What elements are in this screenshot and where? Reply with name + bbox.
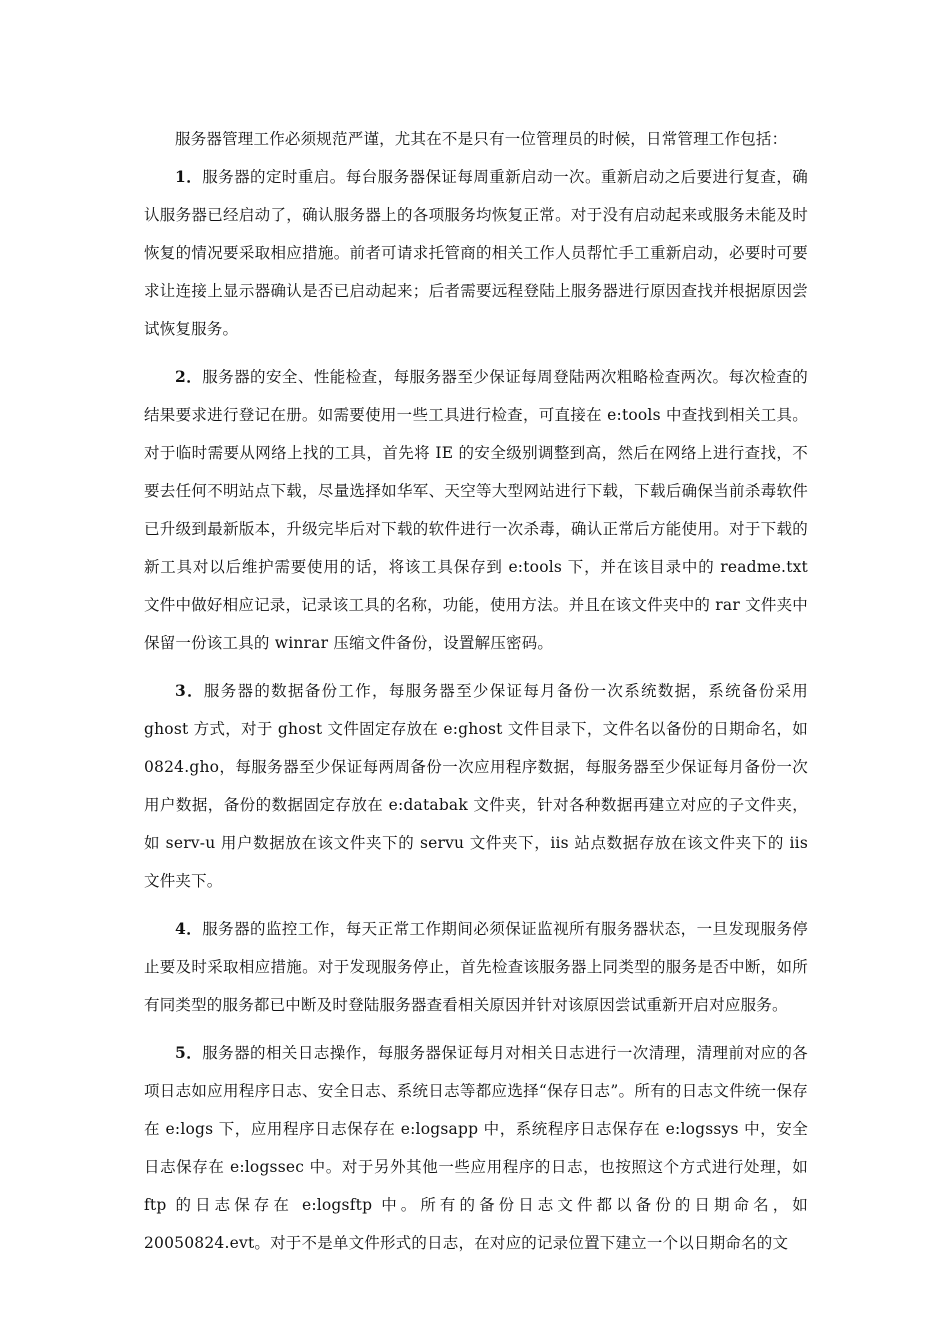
item-1-text: 服务器的定时重启。每台服务器保证每周重新启动一次。重新启动之后要进行复查，确认服务器已经启动了，确认服务器上的各项服务均恢复正常。对于没有启动起来或服务未能及时恢复的情况要采取相应措施。前者可请求托管商的相关工作人员帮忙手工重新启动，必要时可要求让连接上显示器确认是否已启动起来；后者需要远程登陆上服务器进行原因查找并根据原因尝试恢复服务。 [144, 168, 808, 338]
item-5-number: 5． [175, 1043, 203, 1062]
item-4-number: 4． [175, 919, 203, 938]
item-5-text: 服务器的相关日志操作，每服务器保证每月对相关日志进行一次清理，清理前对应的各项日志如应用程序日志、安全日志、系统日志等都应选择“保存日志”。所有的日志文件统一保存在 e:logs 下，应用程序日志保存在 e:logsapp 中，系统程序日志保存在 e:logssys 中，安全日志保存在 e:logssec 中。对于另外其他一些应用程序的日志，也按照这个方式进行处理，如 ftp 的日志保存在 e:logsftp 中。所有的备份日志文件都以备份的日期命名，如 20050824.evt。对于不是单文件形式的日志，在对应的记录位置下建立一个以日期命名的文 [144, 1044, 808, 1252]
item-1-paragraph [144, 158, 808, 348]
item-3-text: 服务器的数据备份工作，每服务器至少保证每月备份一次系统数据，系统备份采用 ghost 方式，对于 ghost 文件固定存放在 e:ghost 文件目录下，文件名以备份的日期命名，如 0824.gho，每服务器至少保证每两周备份一次应用程序数据，每服务器至少保证每月备份一次用户数据，备份的数据固定存放在 e:databak 文件夹，针对各种数据再建立对应的子文件夹，如 serv-u 用户数据放在该文件夹下的 servu 文件夹下，iis 站点数据存放在该文件夹下的 iis 文件夹下。 [144, 682, 809, 890]
item-2-text: 服务器的安全、性能检查，每服务器至少保证每周登陆两次粗略检查两次。每次检查的结果要求进行登记在册。如需要使用一些工具进行检查，可直接在 e:tools 中查找到相关工具。对于临时需要从网络上找的工具，首先将 IE 的安全级别调整到高，然后在网络上进行查找，不要去任何不明站点下载，尽量选择如华军、天空等大型网站进行下载，下载后确保当前杀毒软件已升级到最新版本，升级完毕后对下载的软件进行一次杀毒，确认正常后方能使用。对于下载的新工具对以后维护需要使用的话，将该工具保存到 e:tools 下，并在该目录中的 readme.txt 文件中做好相应记录，记录该工具的名称，功能，使用方法。并且在该文件夹中的 rar 文件夹中保留一份该工具的 winrar 压缩文件备份，设置解压密码。 [144, 368, 808, 652]
intro-paragraph [144, 120, 808, 158]
document-body [144, 120, 808, 1262]
intro-text: 服务器管理工作必须规范严谨，尤其在不是只有一位管理员的时候，日常管理工作包括： [175, 130, 788, 148]
item-2-number: 2． [175, 367, 203, 386]
item-1-number: 1． [175, 167, 203, 186]
item-5-paragraph [144, 1034, 808, 1262]
item-2-paragraph [144, 358, 808, 662]
item-4-paragraph [144, 910, 808, 1024]
item-4-text: 服务器的监控工作，每天正常工作期间必须保证监视所有服务器状态，一旦发现服务停止要及时采取相应措施。对于发现服务停止，首先检查该服务器上同类型的服务是否中断，如所有同类型的服务都已中断及时登陆服务器查看相关原因并针对该原因尝试重新开启对应服务。 [144, 920, 808, 1014]
item-3-paragraph [144, 672, 808, 900]
item-3-number: 3． [175, 681, 204, 700]
